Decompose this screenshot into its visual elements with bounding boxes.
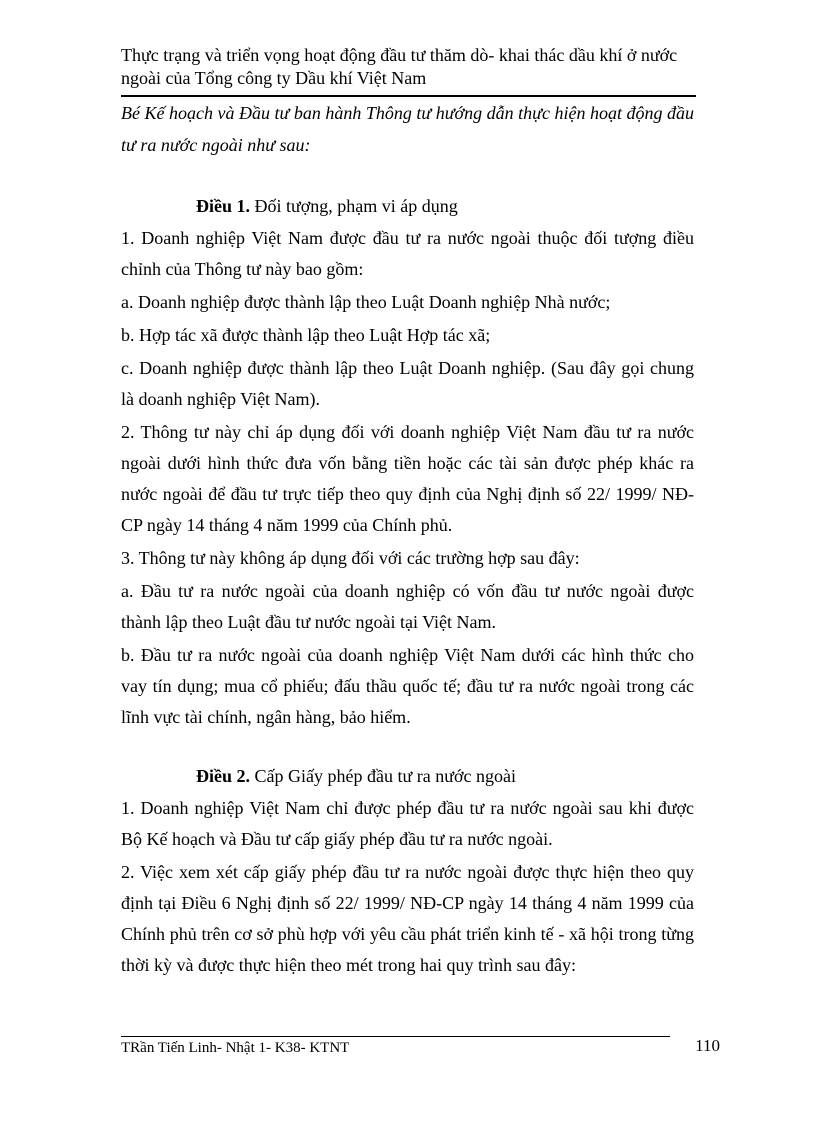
article-1-heading [121,190,694,222]
article-1-paragraph: 3. Thông tư này không áp dụng đối với các trường hợp sau đây: [121,548,580,568]
article-2-paragraph: 2. Việc xem xét cấp giấy phép đầu tư ra nước ngoài được thực hiện theo quy định tại Điều 6 Nghị định số 22/ 1999/ NĐ-CP ngày 14 tháng 4 năm 1999 của Chính phủ trên cơ sở phù hợp với yêu cầu phát triển kinh tế - xã hội trong từng thời kỳ và được thực hiện theo mét trong hai quy trình sau đây: [121,862,694,975]
article-1-paragraph: 2. Thông tư này chỉ áp dụng đối với doanh nghiệp Việt Nam đầu tư ra nước ngoài dưới hình thức đưa vốn bằng tiền hoặc các tài sản được phép khác ra nước ngoài để đầu tư trực tiếp theo quy định của Nghị định số 22/ 1999/ NĐ-CP ngày 14 tháng 4 năm 1999 của Chính phủ. [121,422,694,535]
article-2-heading [121,760,694,792]
footer-divider [121,1036,670,1037]
intro-paragraph: Bé Kế hoạch và Đầu tư ban hành Thông tư hướng dẫn thực hiện hoạt động đầu tư ra nước ngoài như sau: [121,103,694,155]
article-2-label: Điều 2. [196,766,250,786]
article-2-title: Cấp Giấy phép đầu tư ra nước ngoài [250,766,516,786]
article-1-paragraph: c. Doanh nghiệp được thành lập theo Luật Doanh nghiệp. (Sau đây gọi chung là doanh nghiệp Việt Nam). [121,358,694,409]
article-1-paragraph: a. Đầu tư ra nước ngoài của doanh nghiệp có vốn đầu tư nước ngoài được thành lập theo Luật đầu tư nước ngoài tại Việt Nam. [121,581,694,632]
article-1-paragraph: b. Đầu tư ra nước ngoài của doanh nghiệp Việt Nam dưới các hình thức cho vay tín dụng; mua cổ phiếu; đấu thầu quốc tế; đầu tư ra nước ngoài trong các lĩnh vực tài chính, ngân hàng, bảo hiểm. [121,645,694,727]
header-title: Thực trạng và triển vọng hoạt động đầu tư thăm dò- khai thác dầu khí ở nước ngoài của Tổng công ty Dầu khí Việt Nam [121,45,678,88]
footer-author: TRần Tiến Linh- Nhật 1- K38- KTNT [121,1040,350,1056]
article-2 [121,760,694,983]
article-1 [121,190,694,735]
page-header [121,44,695,90]
page-number: 110 [695,1036,720,1055]
article-1-paragraph: b. Hợp tác xã được thành lập theo Luật Hợp tác xã; [121,325,491,345]
article-1-paragraph: a. Doanh nghiệp được thành lập theo Luật Doanh nghiệp Nhà nước; [121,292,611,312]
article-1-title: Đối tượng, phạm vi áp dụng [250,196,458,216]
article-1-paragraph: 1. Doanh nghiệp Việt Nam được đầu tư ra nước ngoài thuộc đối tượng điều chỉnh của Thông tư này bao gồm: [121,228,694,279]
article-1-label: Điều 1. [196,196,250,216]
article-2-paragraph: 1. Doanh nghiệp Việt Nam chỉ được phép đầu tư ra nước ngoài sau khi được Bộ Kế hoạch và Đầu tư cấp giấy phép đầu tư ra nước ngoài. [121,798,694,849]
